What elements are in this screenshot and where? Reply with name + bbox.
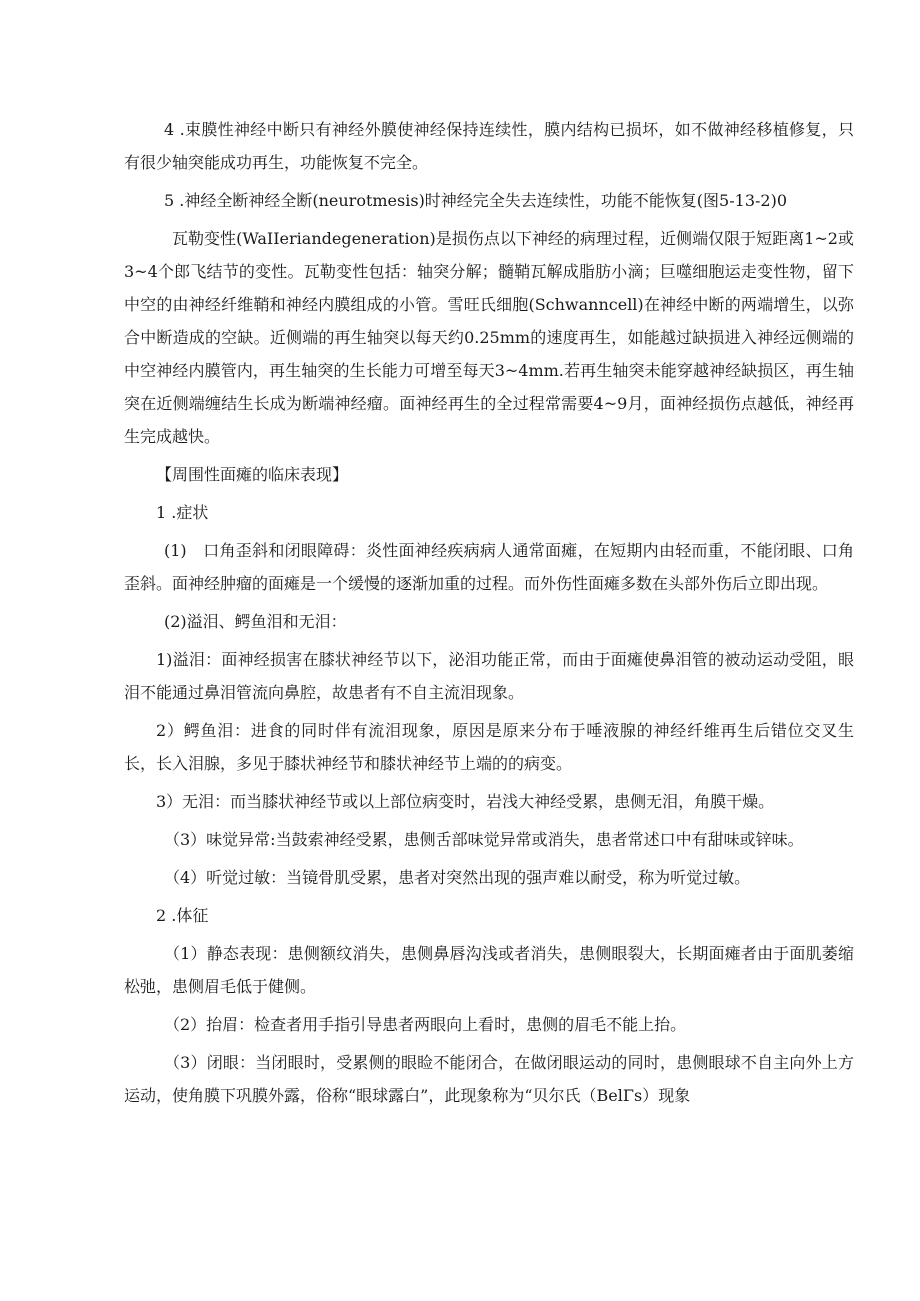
subheading-signs: 2 .体征 bbox=[156, 906, 209, 925]
paragraph-static: （1）静态表现：患侧额纹消失，患侧鼻唇沟浅或者消失，患侧眼裂大，长期面瘫者由于面肌萎缩松弛，患侧眉毛低于健侧。 bbox=[124, 944, 854, 996]
paragraph-tearing-heading: (2)溢泪、鳄鱼泪和无泪： bbox=[164, 612, 347, 631]
paragraph-crocodile-tears: 2）鳄鱼泪：进食的同时伴有流泪现象，原因是原来分布于唾液腺的神经纤维再生后错位交叉生长，长入泪腺，多见于膝状神经节和膝状神经节上端的的病变。 bbox=[124, 721, 854, 773]
document-body bbox=[124, 113, 854, 1117]
paragraph-brow-raise: （2）抬眉：检查者用手指引导患者两眼向上看时，患侧的眉毛不能上抬。 bbox=[164, 1015, 687, 1034]
paragraph-hyperacusis: （4）听觉过敏：当镜骨肌受累，患者对突然出现的强声难以耐受，称为听觉过敏。 bbox=[164, 868, 751, 887]
paragraph-fascicular-injury: 4 .束膜性神经中断只有神经外膜使神经保持连续性，膜内结构已损坏，如不做神经移植修复，只有很少轴突能成功再生，功能恢复不完全。 bbox=[124, 120, 854, 172]
paragraph-eye-closure: （3）闭眼：当闭眼时，受累侧的眼睑不能闭合，在做闭眼运动的同时，患侧眼球不自主向外上方运动，使角膜下巩膜外露，俗称“眼球露白”，此现象称为“贝尔氏（BelΓs）现象 bbox=[124, 1053, 854, 1105]
subheading-symptoms: 1 .症状 bbox=[156, 503, 209, 522]
paragraph-no-tears: 3）无泪：而当膝状神经节或以上部位病变时，岩浅大神经受累，患侧无泪，角膜干燥。 bbox=[156, 792, 775, 811]
section-heading-clinical: 【周围性面瘫的临床表现】 bbox=[156, 465, 349, 484]
paragraph-epiphora: 1)溢泪：面神经损害在膝状神经节以下，泌泪功能正常，而由于面瘫使鼻泪管的被动运动受阻，眼泪不能通过鼻泪管流向鼻腔，故患者有不自主流泪现象。 bbox=[124, 650, 854, 702]
paragraph-wallerian-degeneration: 瓦勒变性(WaIIeriandegeneration)是损伤点以下神经的病理过程，近侧端仅限于短距离1~2或3~4个郎飞结节的变性。瓦勒变性包括：轴突分解；髓鞘瓦解成脂肪小滴；巨噬细胞运走变性物，留下中空的由神经纤维鞘和神经内膜组成的小管。雪旺氏细胞(Schwanncell)在神经中断的两端增生，以弥合中断造成的空缺。近侧端的再生轴突以每天约0.25mm的速度再生，如能越过缺损进入神经远侧端的中空神经内膜管内，再生轴突的生长能力可增至每天3~4mm.若再生轴突未能穿越神经缺损区，再生轴突在近侧端缠结生长成为断端神经瘤。面神经再生的全过程常需要4~9月，面神经损伤点越低，神经再生完成越快。 bbox=[124, 229, 854, 446]
paragraph-neurotmesis: 5 .神经全断神经全断(neurotmesis)时神经完全失去连续性，功能不能恢复(图5-13-2)0 bbox=[164, 191, 788, 210]
paragraph-mouth-eye: (1) 口角歪斜和闭眼障碍：炎性面神经疾病病人通常面瘫，在短期内由轻而重，不能闭眼、口角歪斜。面神经肿瘤的面瘫是一个缓慢的逐渐加重的过程。而外伤性面瘫多数在头部外伤后立即出现。 bbox=[124, 541, 854, 593]
paragraph-taste: （3）味觉异常:当鼓索神经受累，患侧舌部味觉异常或消失，患者常述口中有甜味或锌味。 bbox=[164, 830, 804, 849]
